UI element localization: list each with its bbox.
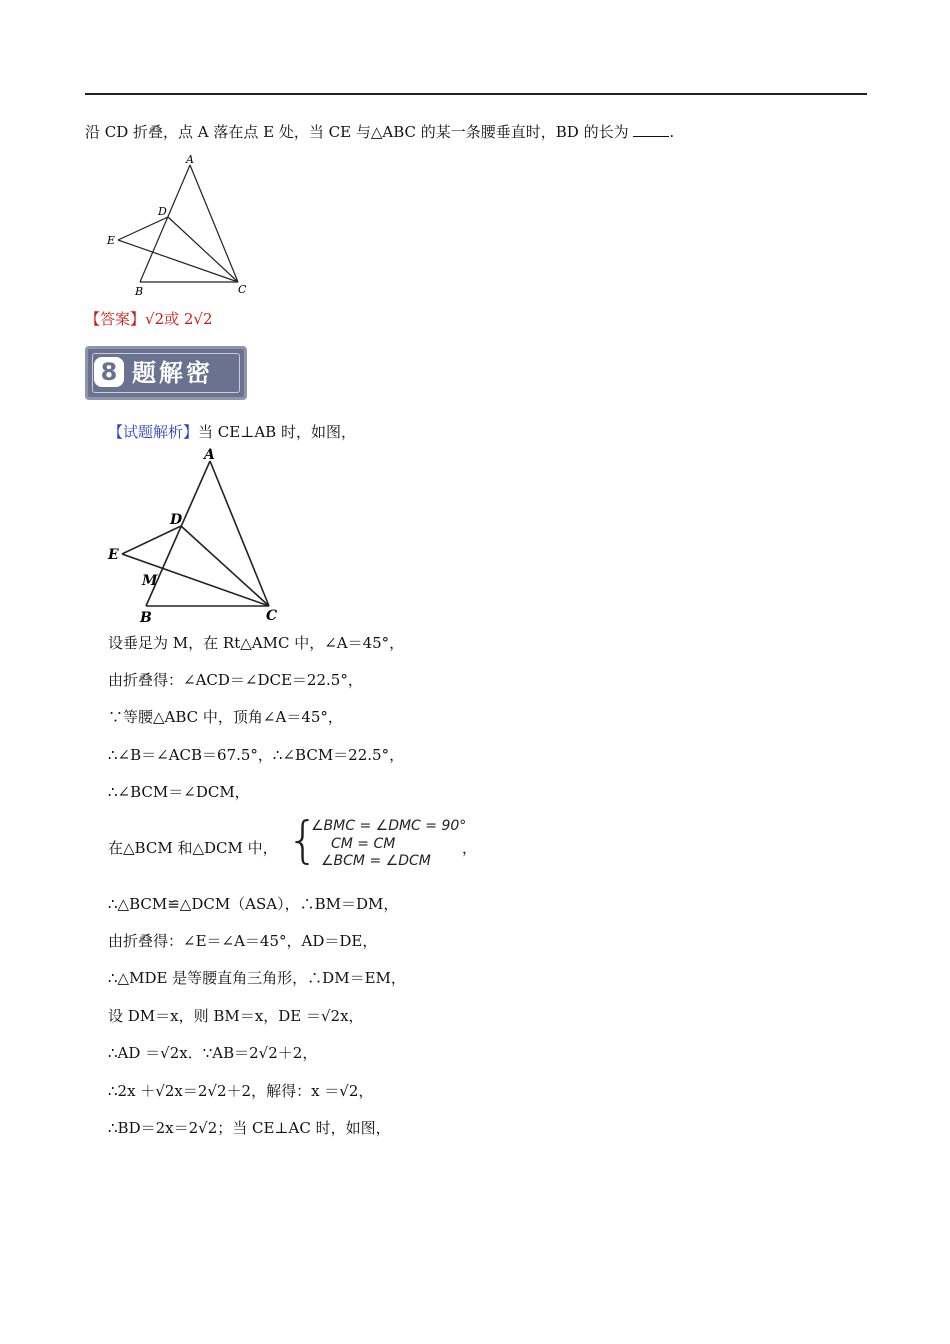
- brace-icon: {: [287, 811, 319, 869]
- step-6: 在△BCM 和△DCM 中，: [108, 839, 278, 857]
- step-4: ∴∠B＝∠ACB＝67.5°，∴∠BCM＝22.5°，: [108, 746, 405, 764]
- question-end: .: [669, 123, 675, 141]
- step-12: ∴2x ＋√2x＝2√2＋2，解得：x ＝√2，: [108, 1082, 374, 1100]
- step-10: 设 DM＝x，则 BM＝x，DE ＝√2x，: [108, 1007, 364, 1025]
- fig2-label-b: B: [140, 610, 152, 626]
- analysis-intro: 当 CE⊥AB 时，如图，: [198, 423, 356, 441]
- figure-triangle-1: [100, 150, 260, 300]
- system-after: ，: [462, 839, 478, 857]
- fig2-label-e: E: [108, 547, 119, 563]
- fig2-label-d: D: [170, 512, 183, 528]
- figure-triangle-2: [100, 444, 290, 626]
- answer-label: 【答案】: [85, 310, 146, 328]
- fig1-label-d: D: [158, 205, 167, 218]
- header-rule: [85, 93, 867, 95]
- analysis-label: 【试题解析】: [108, 423, 199, 441]
- fig2-label-a: A: [204, 447, 215, 463]
- system-row-1: ∠BMC = ∠DMC = 90°: [311, 818, 467, 834]
- step-1: 设垂足为 M，在 Rt△AMC 中，∠A＝45°，: [108, 634, 405, 652]
- badge-title: 题解密: [132, 359, 213, 387]
- step-11: ∴AD ＝√2x．∵AB＝2√2＋2，: [108, 1044, 318, 1062]
- badge-icon: 8: [94, 357, 124, 387]
- step-13: ∴BD＝2x＝2√2；当 CE⊥AC 时，如图，: [108, 1119, 391, 1137]
- system-row-3: ∠BCM = ∠DCM: [321, 853, 431, 869]
- answer-blank: [633, 122, 669, 137]
- step-5: ∴∠BCM＝∠DCM，: [108, 783, 250, 801]
- step-3: ∵等腰△ABC 中，顶角∠A＝45°，: [108, 708, 343, 726]
- question-text: [85, 122, 674, 142]
- fig2-label-c: C: [266, 608, 278, 624]
- fig1-label-b: B: [135, 285, 144, 298]
- solution-badge: [85, 346, 247, 400]
- step-9: ∴△MDE 是等腰直角三角形，∴DM＝EM，: [108, 969, 406, 987]
- step-8: 由折叠得：∠E＝∠A＝45°，AD＝DE，: [108, 932, 378, 950]
- fig1-label-a: A: [186, 153, 194, 166]
- fig2-label-m: M: [142, 573, 158, 589]
- equation-system: [287, 811, 467, 874]
- answer-line: [85, 309, 213, 329]
- system-row-2: CM = CM: [331, 836, 396, 852]
- analysis-line: [108, 422, 356, 442]
- fig1-label-c: C: [238, 283, 247, 296]
- question-line: 沿 CD 折叠，点 A 落在点 E 处，当 CE 与△ABC 的某一条腰垂直时，BD 的长为: [85, 123, 629, 141]
- answer-value: √2或 2√2: [145, 310, 213, 328]
- step-7: ∴△BCM≌△DCM（ASA），∴BM＝DM，: [108, 895, 399, 913]
- step-2: 由折叠得：∠ACD＝∠DCE＝22.5°，: [108, 671, 363, 689]
- fig1-label-e: E: [107, 234, 116, 247]
